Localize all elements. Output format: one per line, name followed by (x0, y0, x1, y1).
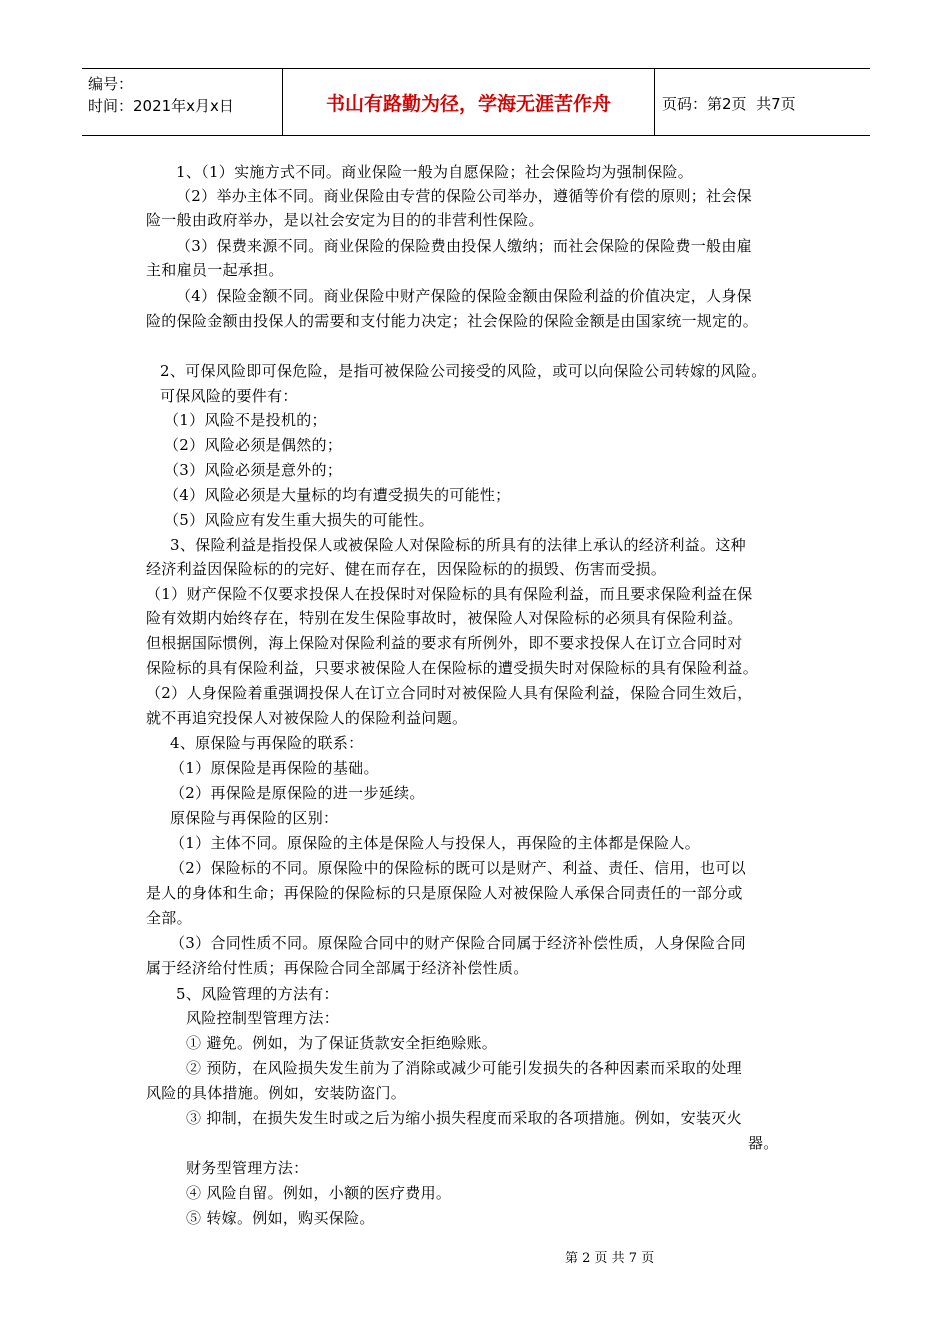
body-line: （3）合同性质不同。原保险合同中的财产保险合同属于经济补偿性质，人身保险合同 (170, 934, 746, 952)
body-line: ② 预防，在风险损失发生前为了消除或减少可能引发损失的各种因素而采取的处理 (186, 1059, 742, 1077)
document-number-label: 编号： (88, 75, 134, 93)
body-line: 险的保险金额由投保人的需要和支付能力决定；社会保险的保险金额是由国家统一规定的。 (146, 312, 759, 330)
body-line: （2）再保险是原保险的进一步延续。 (170, 784, 425, 802)
body-line: 就不再追究投保人对被保险人的保险利益问题。 (146, 709, 468, 727)
header-info (88, 73, 234, 117)
body-line: （2）风险必须是偶然的； (164, 436, 343, 454)
body-line: 全部。 (146, 909, 192, 927)
body-line: （3）保费来源不同。商业保险的保险费由投保人缴纳；而社会保险的保险费一般由雇 (176, 237, 752, 255)
page-footer: 第 2 页 共 7 页 (565, 1251, 655, 1266)
body-line: 5、风险管理的方法有： (176, 985, 339, 1003)
body-line: ④ 风险自留。例如，小额的医疗费用。 (186, 1184, 452, 1202)
body-line: 但根据国际惯例，海上保险对保险利益的要求有所例外，即不要求投保人在订立合同时对 (146, 634, 743, 652)
body-line: （1）风险不是投机的； (164, 411, 327, 429)
body-line: （4）风险必须是大量标的均有遭受损失的可能性； (164, 486, 511, 504)
body-line: ③ 抑制，在损失发生时或之后为缩小损失程度而采取的各项措施。例如，安装灭火 (186, 1109, 742, 1127)
body-line: 可保风险的要件有： (160, 387, 298, 405)
body-line: 风险的具体措施。例如，安装防盗门。 (146, 1084, 407, 1102)
body-line: 2、可保风险即可保危险，是指可被保险公司接受的风险，或可以向保险公司转嫁的风险。 (160, 362, 767, 380)
body-line: 原保险与再保险的区别： (170, 809, 339, 827)
body-line: ⑤ 转嫁。例如，购买保险。 (186, 1209, 375, 1227)
header-page-number: 页码：第2页 共7页 (662, 95, 796, 113)
body-line: （1）财产保险不仅要求投保人在投保时对保险标的具有保险利益，而且要求保险利益在保 (146, 585, 753, 603)
document-time-label: 时间：2021年x月x日 (88, 97, 234, 115)
body-line: 1、（1）实施方式不同。商业保险一般为自愿保险；社会保险均为强制保险。 (176, 163, 694, 181)
header-table (82, 68, 870, 136)
header-motto: 书山有路勤为径，学海无涯苦作舟 (325, 93, 611, 115)
body-line: 主和雇员一起承担。 (146, 261, 284, 279)
body-line: 保险标的具有保险利益，只要求被保险人在保险标的遭受损失时对保险标的具有保险利益。 (146, 659, 759, 677)
body-line: 是人的身体和生命；再保险的保险标的只是原保险人对被保险人承保合同责任的一部分或 (146, 884, 743, 902)
header-divider (654, 69, 655, 135)
body-line: （1）主体不同。原保险的主体是保险人与投保人，再保险的主体都是保险人。 (170, 834, 701, 852)
body-line: （2）保险标的不同。原保险中的保险标的既可以是财产、利益、责任、信用，也可以 (170, 859, 746, 877)
body-line: （3）风险必须是意外的； (164, 461, 343, 479)
body-line: （5）风险应有发生重大损失的可能性。 (164, 511, 434, 529)
body-line: （2）人身保险着重强调投保人在订立合同时对被保险人具有保险利益，保险合同生效后， (146, 684, 753, 702)
body-line: 风险控制型管理方法： (186, 1009, 340, 1027)
body-line: 3、保险利益是指投保人或被保险人对保险标的所具有的法律上承认的经济利益。这种 (170, 536, 746, 554)
body-line: 险有效期内始终存在，特别在发生保险事故时，被保险人对保险标的必须具有保险利益。 (146, 609, 743, 627)
body-line: （4）保险金额不同。商业保险中财产保险的保险金额由保险利益的价值决定，人身保 (176, 287, 752, 305)
body-line: （1）原保险是再保险的基础。 (170, 759, 379, 777)
body-line: 经济利益因保险标的的完好、健在而存在，因保险标的的损毁、伤害而受损。 (146, 560, 667, 578)
body-line: 器。 (748, 1134, 779, 1152)
body-line: 险一般由政府举办，是以社会安定为目的的非营利性保险。 (146, 211, 544, 229)
body-line: 4、原保险与再保险的联系： (170, 734, 364, 752)
body-line: 属于经济给付性质；再保险合同全部属于经济补偿性质。 (146, 959, 529, 977)
body-line: 财务型管理方法： (186, 1159, 309, 1177)
body-line: （2）举办主体不同。商业保险由专营的保险公司举办，遵循等价有偿的原则；社会保 (176, 187, 752, 205)
body-line: ① 避免。例如，为了保证货款安全拒绝赊账。 (186, 1034, 498, 1052)
